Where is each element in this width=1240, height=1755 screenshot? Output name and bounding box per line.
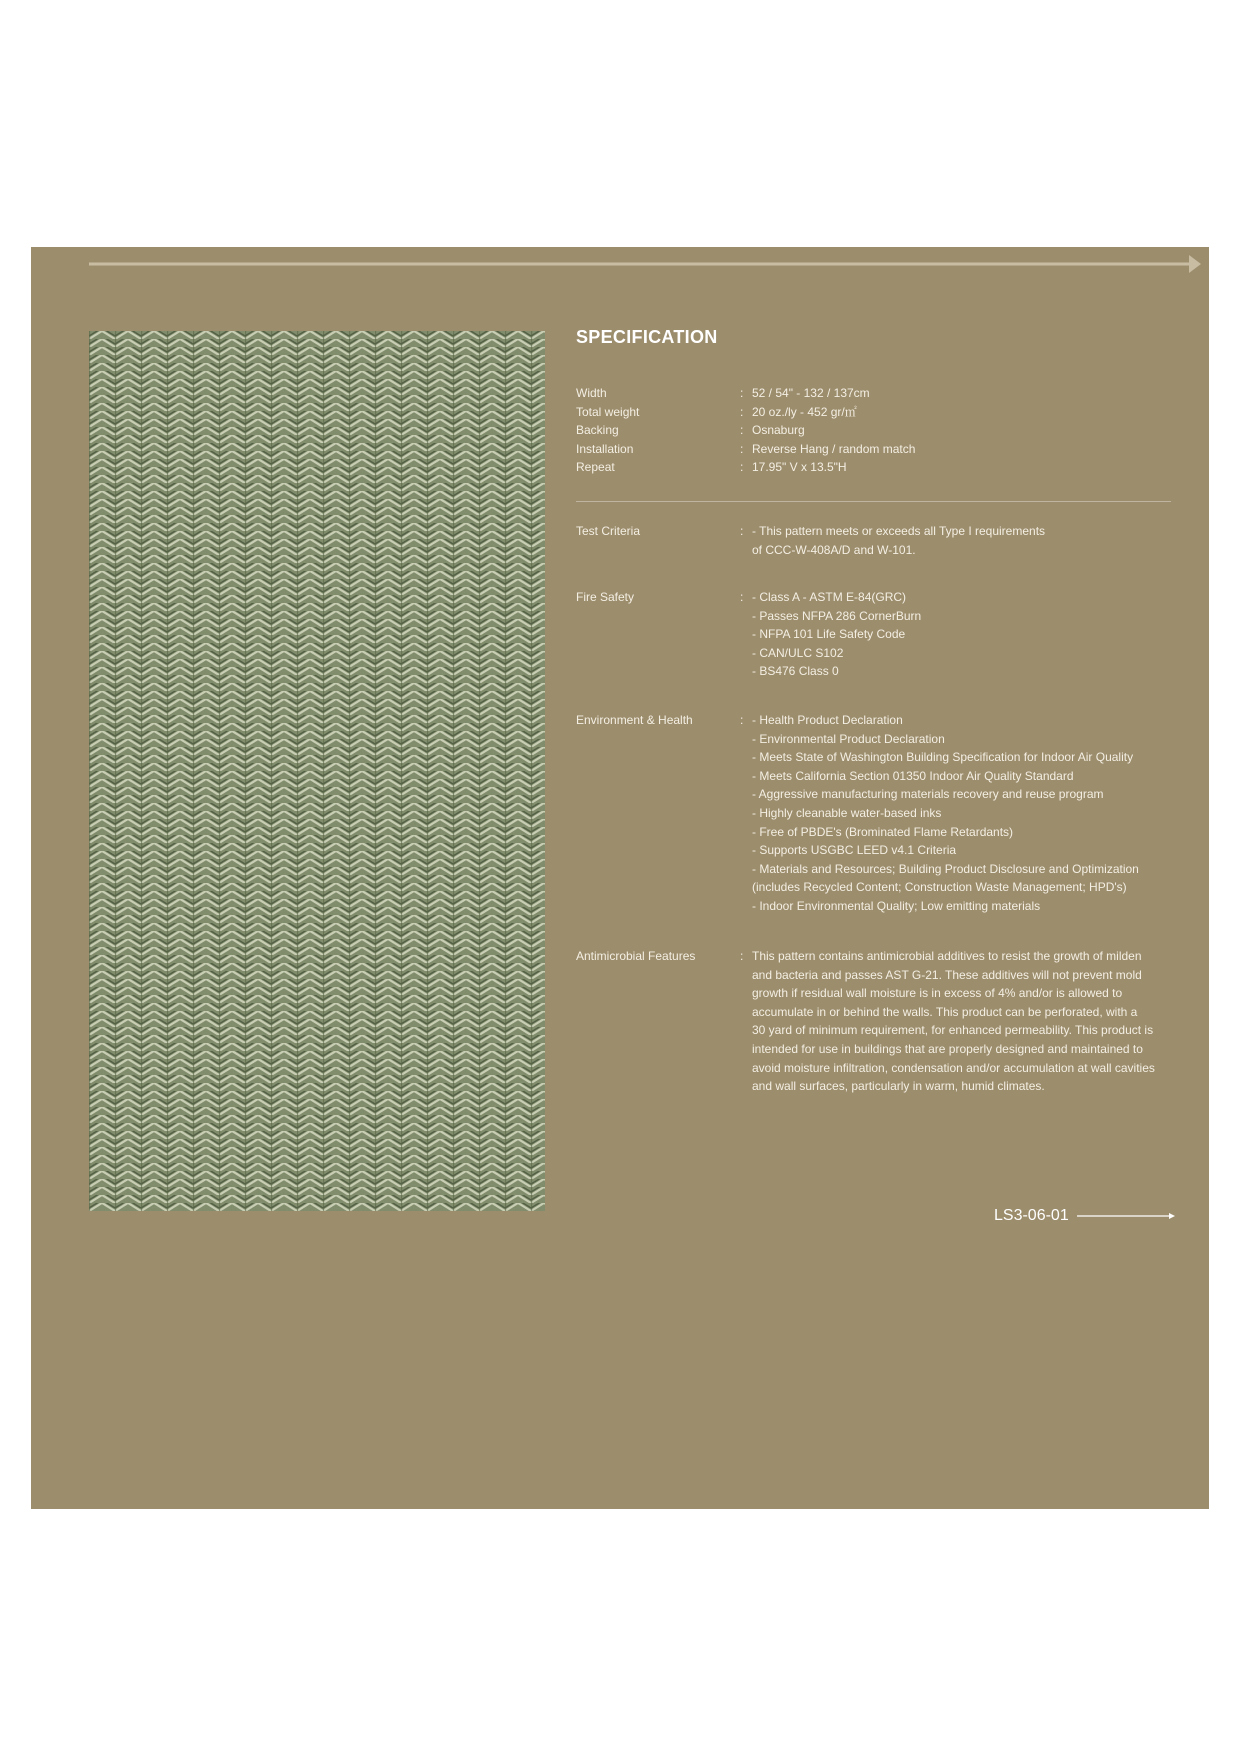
spec-row-repeat [576,458,1181,477]
product-code-text: LS3-06-01 [994,1207,1069,1224]
spec-label: Installation [576,441,634,456]
colon: : [740,949,744,963]
colon: : [740,590,744,604]
colon: : [740,423,744,438]
section-body [752,588,1181,681]
section-line: - Free of PBDE's (Brominated Flame Retardants) [752,824,1014,839]
section-test-criteria [576,522,1181,559]
header-arrow-line [89,255,1201,279]
section-line: - This pattern meets or exceeds all Type I requirements [752,524,1046,538]
colon: : [740,386,744,400]
colon: : [740,460,744,475]
spec-label: Width [576,386,607,400]
section-line: - Highly cleanable water-based inks [752,805,942,820]
spec-value: Osnaburg [752,423,805,438]
colon: : [740,441,744,456]
section-environment-health [576,711,1181,916]
spec-value: 20 oz./ly - 452 gr/㎡ [752,404,857,419]
colon: : [740,713,744,727]
fabric-swatch-image [89,331,545,1211]
section-label: Antimicrobial Features [576,949,696,963]
spec-value: 52 / 54" - 132 / 137cm [752,386,870,400]
specification-block [576,327,1181,1094]
spec-label: Backing [576,423,619,438]
section-label: Fire Safety [576,590,635,604]
colon: : [740,404,744,419]
section-line: - Meets California Section 01350 Indoor Air Quality Standard [752,768,1074,783]
section-body [752,522,1181,559]
spec-row-installation [576,440,1181,459]
spec-row-backing [576,421,1181,440]
section-line: This pattern contains antimicrobial additives to resist the growth of milden [752,949,1142,963]
section-body [752,947,1181,1096]
section-line: - Supports USGBC LEED v4.1 Criteria [752,843,957,858]
section-label: Test Criteria [576,524,641,538]
section-line: - CAN/ULC S102 [752,645,844,660]
section-line: intended for use in buildings that are properly designed and maintained to [752,1041,1143,1056]
arrow-right-icon [1077,1211,1175,1221]
section-line: 30 yard of minimum requirement, for enhanced permeability. This product is [752,1023,1154,1038]
spec-label: Repeat [576,460,615,475]
spec-value: 17.95" V x 13.5"H [752,460,847,475]
section-line: - Indoor Environmental Quality; Low emitting materials [752,898,1041,913]
section-line: - Materials and Resources; Building Product Disclosure and Optimization [752,861,1139,876]
section-line: and wall surfaces, particularly in warm, humid climates. [752,1079,1045,1094]
section-line: avoid moisture infiltration, condensation and/or accumulation at wall cavities [752,1060,1155,1075]
spec-title: SPECIFICATION [576,327,718,347]
colon: : [740,524,744,538]
section-line: - Meets State of Washington Building Specification for Indoor Air Quality [752,750,1134,765]
spec-row-total-weight [576,403,1181,422]
product-code [994,1207,1175,1225]
section-line: - Health Product Declaration [752,713,903,727]
section-line: (includes Recycled Content; Construction Waste Management; HPD's) [752,880,1127,895]
section-fire-safety [576,588,1181,681]
section-label: Environment & Health [576,713,693,727]
basic-spec-rows [576,384,1181,477]
section-line: accumulate in or behind the walls. This product can be perforated, with a [752,1004,1138,1019]
section-line: growth if residual wall moisture is in excess of 4% and/or is allowed to [752,986,1123,1001]
section-line: of CCC-W-408A/D and W-101. [752,542,916,557]
spec-row-width [576,384,1181,403]
section-line: - Class A - ASTM E-84(GRC) [752,590,907,604]
section-line: - Passes NFPA 286 CornerBurn [752,608,922,623]
section-line: - Aggressive manufacturing materials recovery and reuse program [752,787,1104,802]
section-line: - NFPA 101 Life Safety Code [752,627,906,642]
spec-panel [31,247,1209,1509]
section-divider [576,501,1171,502]
herringbone-pattern [89,331,545,1211]
section-body [752,711,1181,916]
section-antimicrobial [576,947,1181,1096]
spec-value: Reverse Hang / random match [752,441,916,456]
spec-label: Total weight [576,404,640,419]
section-line: - BS476 Class 0 [752,664,839,679]
section-line: - Environmental Product Declaration [752,731,945,746]
section-line: and bacteria and passes AST G-21. These additives will not prevent mold [752,967,1142,982]
